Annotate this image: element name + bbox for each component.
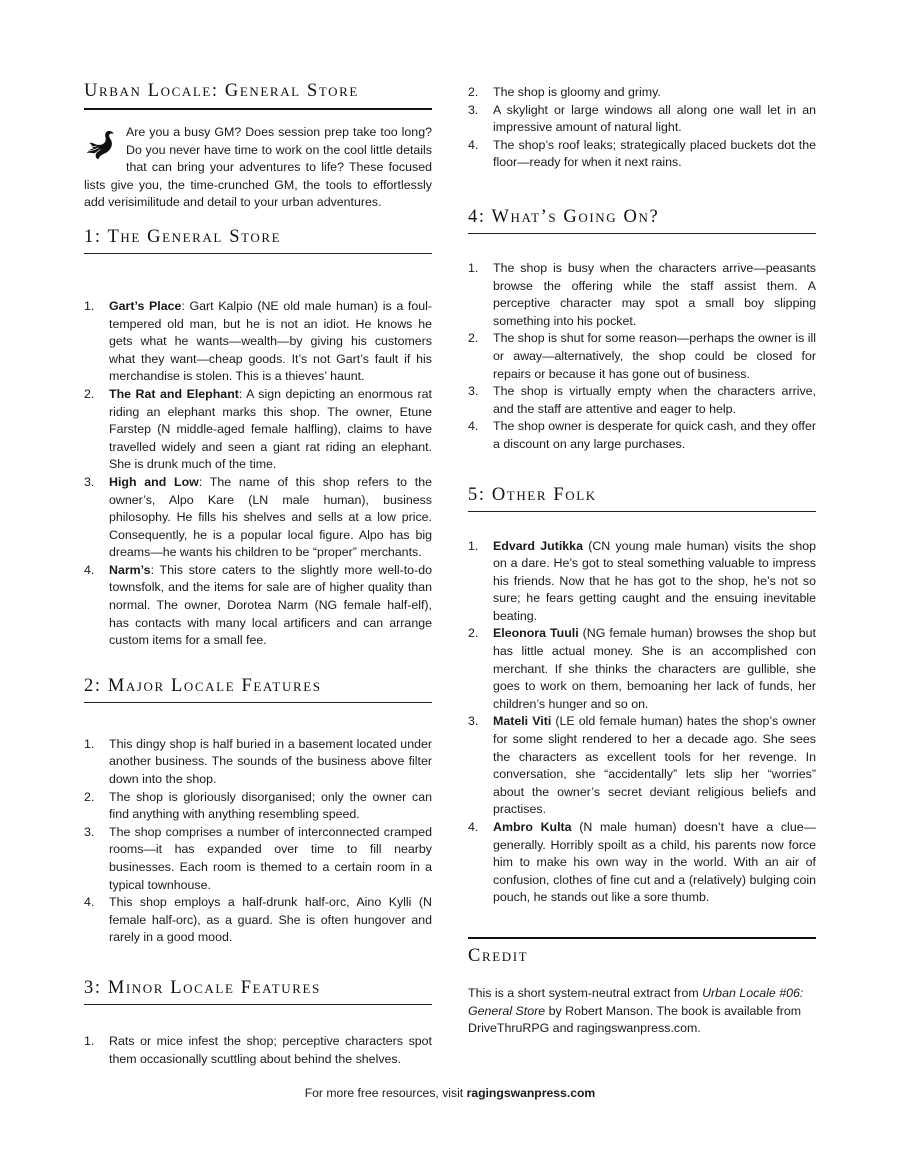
credit-heading: Credit xyxy=(468,937,816,972)
store-name: High and Low xyxy=(109,474,199,489)
list-item: 2. The shop is gloriously disorganised; only the owner can find anything with anything resembling speed. xyxy=(84,789,432,822)
footer-link[interactable]: ragingswanpress.com xyxy=(466,1086,596,1100)
page-title: Urban Locale: General Store xyxy=(84,80,432,110)
list-item: 3. The shop comprises a number of interconnected cramped rooms—it has expanded over time to fill nearby businesses. Each room is themed to a certain room in a typical townhouse. xyxy=(84,824,432,892)
store-name: Gart’s Place xyxy=(109,298,182,313)
list-item: 4. The shop owner is desperate for quick cash, and they offer a discount on any large purchases. xyxy=(468,419,816,451)
list-item: 3. High and Low: The name of this shop refers to the owner’s, Alpo Kare (LN male human), business philosophy. He fills his shelves and sells at a low price. Consequently, he is a popular local figure. Alpo has big dreams—he wants his children to be “proper” merchants. xyxy=(84,474,432,560)
section3-list-part1 xyxy=(84,1033,432,1068)
footer: For more free resources, visit ragingswanpress.com xyxy=(304,1086,596,1100)
section1-list xyxy=(84,298,432,650)
store-name: Narm’s xyxy=(109,562,151,577)
credit-text: This is a short system-neutral extract from Urban Locale #06: General Store by Robert Manson. The book is available from DriveThruRPG and ragingswanpress.com. xyxy=(468,985,804,1036)
list-item: 2. The Rat and Elephant: A sign depicting an enormous rat riding an elephant marks this shop. The owner, Etune Farstep (N middle-aged female halfling), claims to have travelled widely and seen a giant rat riding an elephant. She is drunk much of the time. xyxy=(84,386,432,472)
list-item: 2. The shop is shut for some reason—perhaps the owner is ill or away—alternatively, the shop could be closed for repairs or because it has gone out of business. xyxy=(468,331,817,381)
npc-name: Mateli Viti xyxy=(493,714,552,729)
list-item: 3. A skylight or large windows all along one wall let in an impressive amount of natural light. xyxy=(468,102,816,135)
section4-list xyxy=(468,260,816,454)
intro-paragraph xyxy=(84,124,432,212)
book-title: Urban Locale #06: General Store xyxy=(468,985,804,1018)
store-name: The Rat and Elephant xyxy=(109,386,239,401)
left-column xyxy=(84,80,432,1068)
section5-heading: 5: Other Folk xyxy=(468,484,816,512)
swan-logo-icon xyxy=(84,126,120,162)
list-item: 4. Narm’s: This store caters to the slightly more well-to-do townsfolk, and the items for sale are of higher quality than normal. The owner, Dorotea Narm (NG female half-elf), has contacts with many local artificers and can arrange custom items for a small fee. xyxy=(84,562,432,648)
list-item: 3. Mateli Viti (LE old female human) hates the shop’s owner for some slight rendered to her a decade ago. She sees the characters as excellent tools for her revenge. In conversation, she “accidentally” lets slip her “worries” about the owner’s secret deviant religious beliefs and practises. xyxy=(468,714,817,817)
list-item: 4. The shop’s roof leaks; strategically placed buckets dot the floor—ready for when it next rains. xyxy=(468,137,816,170)
intro-text: Are you a busy GM? Does session prep take too long? Do you never have time to work on the cool little details that can bring your adventures to life? These focused lists give you, the time-crunched GM, the tools to effortlessly add verisimilitude and detail to your urban adventures. xyxy=(84,125,432,210)
list-item: 1. This dingy shop is half buried in a basement located under another business. The sounds of the business above filter down into the shop. xyxy=(84,736,432,787)
list-item: 1. Edvard Jutikka (CN young male human) visits the shop on a dare. He’s got to steal something valuable to impress his friends. Now that he has got to the shop, he’s not so sure; he fears getting caught and the ensuing inevitable beating. xyxy=(468,538,816,623)
section3-list-part2 xyxy=(468,84,816,172)
section2-heading: 2: Major Locale Features xyxy=(84,675,432,703)
list-item: 2. Eleonora Tuuli (NG female human) browses the shop but has little actual money. She is an accomplished con merchant. If she thinks the characters are gullible, she goes to work on them, bemoaning her lack of funds, her children’s hunger and so on. xyxy=(468,626,816,711)
list-item: 1. Rats or mice infest the shop; perceptive characters spot them occasionally scuttling about behind the shelves. xyxy=(84,1033,432,1066)
list-item: 4. Ambro Kulta (N male human) doesn’t have a clue—generally. Horribly spoilt as a child, his parents now force him to make his own way in the world. With an air of confusion, clothes of fine cut and a (relatively) bulging coin pouch, he stands out like a sore thumb. xyxy=(468,820,816,905)
npc-name: Ambro Kulta xyxy=(493,820,572,834)
list-item: 1. Gart’s Place: Gart Kalpio (NE old male human) is a foul-tempered old man, but he is not an idiot. He knows he gets what he wants—wealth—by giving his customers what they want—cheap goods. It’s not Gart’s fault if his merchandise is stolen. This is a thieves’ haunt. xyxy=(84,298,432,384)
section4-heading: 4: What’s Going On? xyxy=(468,206,816,234)
right-column xyxy=(468,84,816,1038)
section2-list xyxy=(84,736,432,947)
section1-heading: 1: The General Store xyxy=(84,226,432,254)
list-item: 3. The shop is virtually empty when the characters arrive, and the staff are attentive and eager to help. xyxy=(468,384,816,416)
npc-name: Eleonora Tuuli xyxy=(493,626,579,641)
npc-name: Edvard Jutikka xyxy=(493,538,583,553)
list-item: 1. The shop is busy when the characters arrive—peasants browse the offering while the staff assist them. A perceptive character may spot a small boy slipping something into his pocket. xyxy=(468,260,816,328)
section5-list xyxy=(468,538,816,907)
list-item: 2. The shop is gloomy and grimy. xyxy=(468,85,661,99)
list-item: 4. This shop employs a half-drunk half-orc, Aino Kylli (N female half-orc), as a guard. She is often hungover and rarely in a good mood. xyxy=(84,895,432,945)
section3-heading: 3: Minor Locale Features xyxy=(84,977,432,1005)
